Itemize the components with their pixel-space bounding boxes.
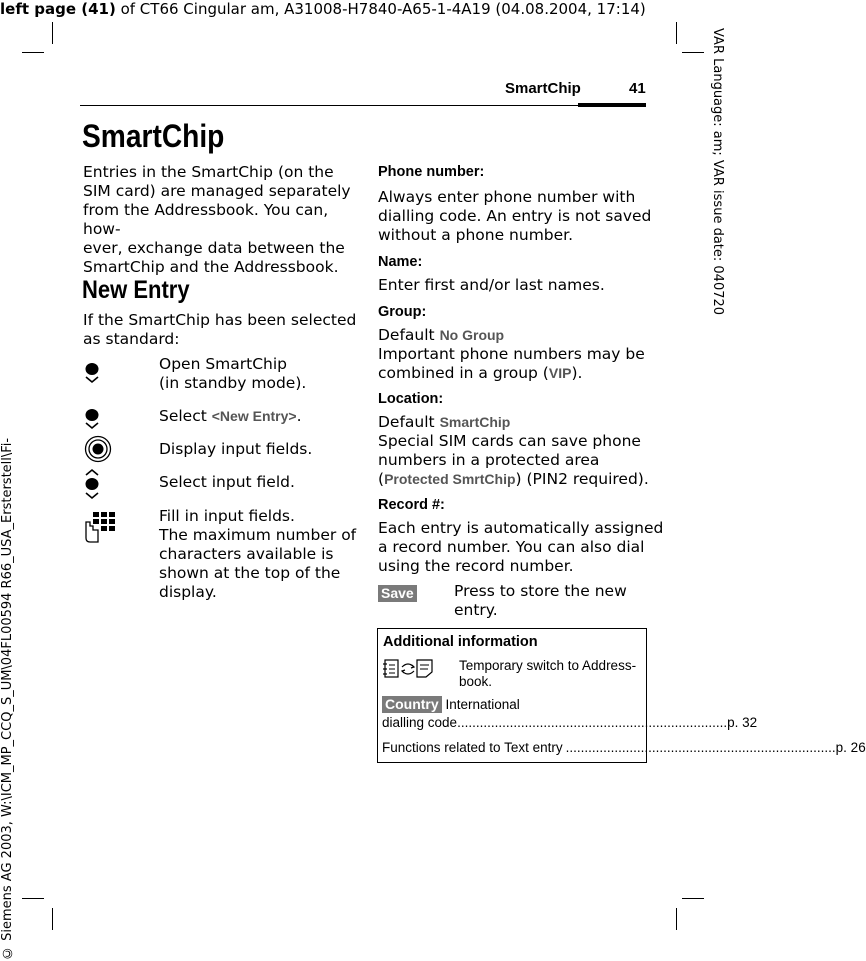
text-line: Fill in input fields. [159, 507, 295, 525]
text-line: using the record number. [378, 557, 574, 575]
reference-page: p. 32 [727, 715, 758, 730]
text-line: characters available is [159, 545, 334, 563]
page-title: SmartChip [82, 118, 225, 154]
control-key-down-icon [84, 406, 100, 430]
step-display-fields: Display input fields. [159, 440, 313, 458]
field-label-phone: Phone number: [378, 164, 485, 180]
text-fragment: Default [378, 326, 440, 344]
text-line: Always enter phone number with [378, 188, 636, 206]
text-line [378, 413, 649, 432]
field-label-location: Location: [378, 391, 444, 407]
leader-dots: ........................................................................ [457, 715, 728, 730]
new-entry-intro [83, 311, 358, 349]
softkey-text: No Group [439, 327, 505, 343]
section-heading: New Entry [82, 276, 190, 304]
print-header [0, 0, 646, 18]
field-label-name: Name: [378, 254, 423, 270]
text-line: book. [459, 674, 493, 689]
side-info-left: © Siemens AG 2003, W:\ICM_MP_CCQ_S_UM\04FL00594 R66_USA_Ersterstell\Fi- [0, 437, 15, 960]
reference-text-entry [382, 740, 866, 756]
control-key-press-icon [84, 435, 112, 463]
page-number: 41 [629, 80, 646, 97]
crop-mark [22, 898, 44, 899]
crop-mark [52, 22, 53, 44]
crop-mark [682, 52, 704, 53]
crop-mark [682, 898, 704, 899]
control-key-updown-icon [84, 468, 100, 500]
text-line: The maximum number of [159, 526, 357, 544]
intro-paragraph [83, 163, 358, 277]
reference-page: p. 26 [835, 740, 866, 755]
text-line: (in standby mode). [159, 374, 307, 392]
text-line: Open SmartChip [159, 355, 288, 373]
crop-mark [676, 908, 677, 930]
step-fill-fields [159, 507, 356, 602]
text-line: Each entry is automatically assigned [378, 519, 664, 537]
text-line [378, 326, 645, 345]
running-head-section: SmartChip [505, 80, 581, 97]
text-line: entry. [454, 601, 498, 619]
text-line: If the SmartChip has been selected [83, 311, 357, 329]
text-fragment: ). [571, 364, 583, 382]
header-rule [80, 105, 646, 106]
step-select-new-entry [159, 407, 302, 426]
save-softkey [378, 583, 417, 602]
side-info-right: VAR Language: am; VAR issue date: 040720 [710, 28, 725, 316]
crop-mark [22, 52, 44, 53]
text-fragment: ( [378, 470, 385, 488]
reference-label: dialling code [382, 715, 458, 730]
text-line: dialling code. An entry is not saved [378, 207, 652, 225]
addressbook-switch-icon [382, 658, 434, 680]
text-line: a record number. You can also dial [378, 538, 645, 556]
crop-mark [676, 22, 677, 44]
text-fragment: Select [159, 407, 212, 425]
text-line: Temporary switch to Address- [459, 658, 637, 673]
country-key-label: Country [382, 696, 442, 713]
reference-dialling-code [382, 715, 758, 731]
text-line: Entries in the SmartChip (on the [83, 163, 334, 181]
text-line: Special SIM cards can save phone [378, 432, 641, 450]
step-select-field: Select input field. [159, 473, 295, 491]
text-line: from the Addressbook. You can, how- [83, 201, 329, 238]
field-label-record: Record #: [378, 497, 445, 513]
country-row [382, 696, 520, 713]
switch-description [459, 658, 636, 690]
text-fragment: . [296, 407, 302, 425]
text-fragment: Default [378, 413, 440, 431]
crop-mark [52, 908, 53, 930]
field-text-name: Enter first and/or last names. [378, 276, 605, 294]
text-line: Press to store the new [454, 582, 627, 600]
save-key-label: Save [378, 585, 417, 602]
field-text-location [378, 413, 649, 489]
text-line [378, 364, 645, 383]
control-key-down-icon [84, 360, 100, 384]
header-rule-accent [578, 103, 646, 107]
text-line: SIM card) are managed separately [83, 182, 351, 200]
field-text-phone [378, 188, 651, 245]
text-line [378, 470, 649, 489]
text-fragment: ) (PIN2 required). [515, 470, 649, 488]
text-line: shown at the top of the [159, 564, 341, 582]
keypad-icon [84, 510, 116, 544]
text-line: SmartChip and the Addressbook. [83, 258, 339, 276]
text-line: display. [159, 583, 217, 601]
field-text-group [378, 326, 645, 383]
text-line: Important phone numbers may be [378, 345, 645, 363]
leader-dots: ........................................................................ [565, 740, 836, 755]
reference-label: Functions related to Text entry [382, 740, 563, 755]
text-line: ever, exchange data between the [83, 239, 345, 257]
additional-info-box [377, 628, 866, 763]
country-text: International [445, 697, 520, 712]
field-text-record [378, 519, 663, 576]
softkey-text: SmartChip [439, 414, 511, 430]
text-line: without a phone number. [378, 226, 574, 244]
save-description [454, 582, 627, 620]
text-fragment: combined in a group ( [378, 364, 549, 382]
text-line: as standard: [83, 330, 180, 348]
print-header-prefix: left page (41) [0, 0, 116, 18]
text-line: numbers in a protected area [378, 451, 600, 469]
additional-info-title: Additional information [383, 634, 538, 650]
softkey-text: VIP [548, 365, 572, 381]
field-label-group: Group: [378, 304, 427, 320]
print-header-rest: of CT66 Cingular am, A31008-H7840-A65-1-4A19 (04.08.2004, 17:14) [115, 0, 646, 18]
step-open-smartchip [159, 355, 306, 393]
softkey-text: Protected SmrtChip [384, 471, 516, 487]
softkey-text: <New Entry> [211, 408, 297, 424]
